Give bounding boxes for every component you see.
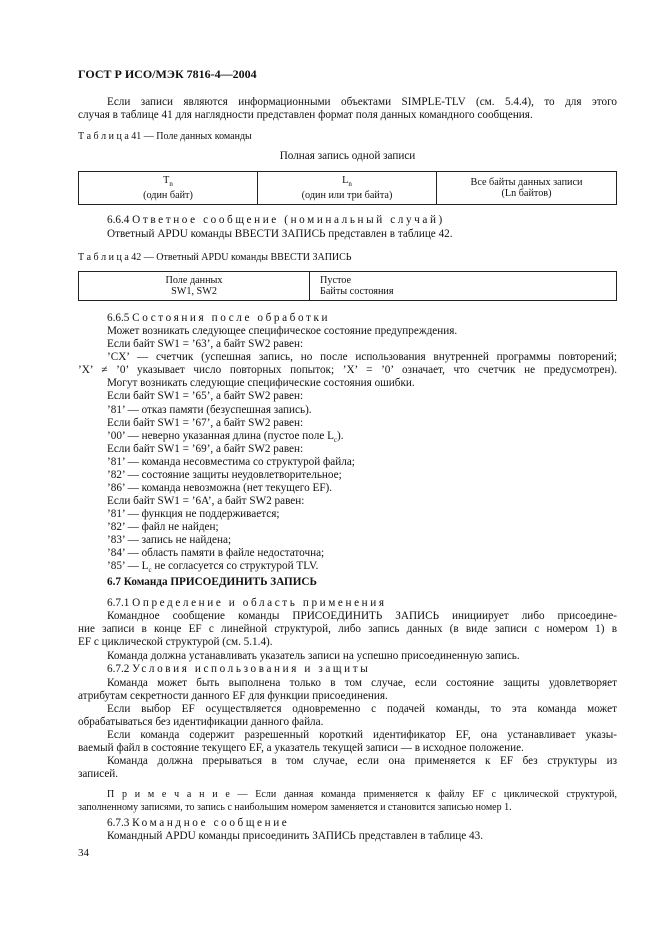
intro-line-1: Если записи являются информационными объектами SIMPLE-TLV (см. 5.4.4), то для этого xyxy=(107,96,617,108)
s673-text: Командный APDU команды присоединить ЗАПИСЬ представлен в таблице 43. xyxy=(107,830,484,842)
s665-line-11: ’82’ — состояние защиты неудовлетворительное; xyxy=(107,469,342,481)
table42-cell-right xyxy=(310,272,617,301)
table41 xyxy=(78,171,617,205)
table42-caption xyxy=(78,252,352,263)
s673-num: 6.7.3 xyxy=(107,817,130,829)
table42 xyxy=(78,271,617,301)
ln-sub: n xyxy=(348,180,352,189)
s665-line-2: ’CX’ — счетчик (успешная запись, но после использования внутренней программы повторений; xyxy=(107,351,617,363)
s672-line-7: записей. xyxy=(78,768,119,780)
s665-line-13: Если байт SW1 = ’6A’, а байт SW2 равен: xyxy=(107,495,305,507)
ln-main: L xyxy=(342,175,349,186)
s671-line-1: ние записи в конце EF с линейной структурой, либо запись данных (в виде записи с номером 1) в xyxy=(78,623,617,635)
page-header: ГОСТ Р ИСО/МЭК 7816-4—2004 xyxy=(78,67,257,81)
s664-num: 6.6.4 xyxy=(107,214,130,226)
tn-sub: n xyxy=(169,180,173,189)
table42-title: — Ответный APDU команды ВВЕСТИ ЗАПИСЬ xyxy=(141,252,352,263)
s665-line-17: ’84’ — область памяти в файле недостаточна; xyxy=(107,547,325,559)
tn-main: T xyxy=(163,175,170,186)
page-number: 34 xyxy=(78,847,89,859)
s665-line-18-text: ’85’ — L xyxy=(107,560,149,572)
table42-label: Т а б л и ц а 42 xyxy=(78,252,142,263)
s665-line-18 xyxy=(107,560,617,577)
s665-num: 6.6.5 xyxy=(107,312,130,324)
s664-title: Ответное сообщение (номинальный случай) xyxy=(132,214,445,226)
table41-label: Т а б л и ц а 41 xyxy=(78,131,142,142)
t42-r2c2: Байты состояния xyxy=(320,286,394,297)
lc-sub-2: c xyxy=(148,566,152,575)
note-label: П р и м е ч а н и е xyxy=(107,789,230,800)
s665-line-10: ’81’ — команда несовместима со структурой файла; xyxy=(107,456,355,468)
s664-text: Ответный APDU команды ВВЕСТИ ЗАПИСЬ представлен в таблице 42. xyxy=(107,228,453,240)
s671-title: Определение и область применения xyxy=(132,597,387,609)
s665-line-3: ’X’ ≠ ’0’ указывает число повторных попыток; ’X’ = ’0’ означает, что счетчик не предусмотрен). xyxy=(78,364,617,376)
t42-r2c1: SW1, SW2 xyxy=(171,286,217,297)
s672-line-0: Команда может быть выполнена только в том случае, если состояние защиты удовлетворяет xyxy=(107,677,617,689)
s665-line-6: ’81’ — отказ памяти (безуспешная запись). xyxy=(107,404,312,416)
section-6-7-3-heading xyxy=(107,817,617,830)
table41-caption xyxy=(78,131,252,142)
table41-title: — Поле данных команды xyxy=(141,131,252,142)
lc-tail-1: ). xyxy=(337,430,344,442)
note-line-1: заполненному записями, то запись с наибольшим номером заменяется и становится записью номер 1. xyxy=(78,802,512,813)
s672-line-2: Если выбор EF осуществляется одновременно с подачей команды, то эта команда может xyxy=(107,703,617,715)
section-6-6-4-heading xyxy=(107,214,617,227)
table41-subtitle: Полная запись одной записи xyxy=(279,150,416,162)
s665-line-9: Если байт SW1 = ’69’, а байт SW2 равен: xyxy=(107,443,304,455)
s665-line-7: Если байт SW1 = ’67’, а байт SW2 равен: xyxy=(107,417,304,429)
lc-tail-2: не согласуется со структурой TLV. xyxy=(151,560,319,572)
s665-line-5: Если байт SW1 = ’65’, а байт SW2 равен: xyxy=(107,390,304,402)
s673-title: Командное сообщение xyxy=(132,817,290,829)
s671-line-3: Команда должна устанавливать указатель записи на успешно присоединенную запись. xyxy=(107,650,520,662)
s672-num: 6.7.2 xyxy=(107,663,130,675)
s671-line-2: EF с циклической структурой (см. 5.1.4). xyxy=(78,636,273,648)
s672-line-1: атрибутам секретности данного EF для функции присоединения. xyxy=(78,690,388,702)
s665-line-12: ’86’ — команда невозможна (нет текущего EF). xyxy=(107,482,333,494)
table41-cell-ln xyxy=(258,172,437,205)
table42-cell-left xyxy=(79,272,310,301)
tn-note: (один байт) xyxy=(143,190,193,202)
s672-title: Условия использования и защиты xyxy=(132,663,371,675)
data-note: (Ln байтов) xyxy=(501,188,552,200)
section-6-7-1-heading xyxy=(107,597,617,610)
s665-line-8-text: ’00’ — неверно указанная длина (пустое поле L xyxy=(107,430,334,442)
s672-line-4: Если команда содержит разрешенный короткий идентификатор EF, она устанавливает указы- xyxy=(107,729,617,741)
t42-r1c1: Поле данных xyxy=(165,275,223,286)
intro-line-2: случая в таблице 41 для наглядности представлен формат поля данных командного сообщения. xyxy=(78,109,533,121)
s665-line-4: Могут возникать следующие специфические состояния ошибки. xyxy=(107,377,415,389)
s665-line-1: Если байт SW1 = ’63’, а байт SW2 равен: xyxy=(107,338,304,350)
lc-sub-1: c xyxy=(333,436,338,445)
ln-note: (один или три байта) xyxy=(301,190,393,202)
s672-line-5: ваемый файл в состояние текущего EF, а указатель текущей записи — в исходное положение. xyxy=(78,742,524,754)
s672-line-3: обрабатываться без идентификации данного файла. xyxy=(78,716,324,728)
table41-cell-tn xyxy=(79,172,258,205)
s671-num: 6.7.1 xyxy=(107,597,130,609)
s665-line-16: ’83’ — запись не найдена; xyxy=(107,534,232,546)
table41-cell-data xyxy=(437,172,617,205)
section-6-6-5-heading xyxy=(107,312,617,325)
s665-title: Состояния после обработки xyxy=(132,312,331,324)
s665-line-15: ’82’ — файл не найден; xyxy=(107,521,219,533)
data-main: Все байты данных записи xyxy=(470,177,583,189)
s672-line-6: Команда должна прерываться в том случае, если она применяется к EF без структуры из xyxy=(107,755,617,767)
t42-r1c2: Пустое xyxy=(320,275,352,286)
s665-line-0: Может возникать следующее специфическое состояние предупреждения. xyxy=(107,325,458,337)
section-6-7-heading: 6.7 Команда ПРИСОЕДИНИТЬ ЗАПИСЬ xyxy=(107,576,317,588)
note-text-0: — Если данная команда применяется к файлу EF с циклической структурой, xyxy=(229,789,618,800)
section-6-7-2-heading xyxy=(107,663,617,676)
s665-line-14: ’81’ — функция не поддерживается; xyxy=(107,508,280,520)
note-line-0 xyxy=(107,788,617,801)
s671-line-0: Командное сообщение команды ПРИСОЕДИНИТЬ ЗАПИСЬ инициирует либо присоедине- xyxy=(107,610,617,622)
